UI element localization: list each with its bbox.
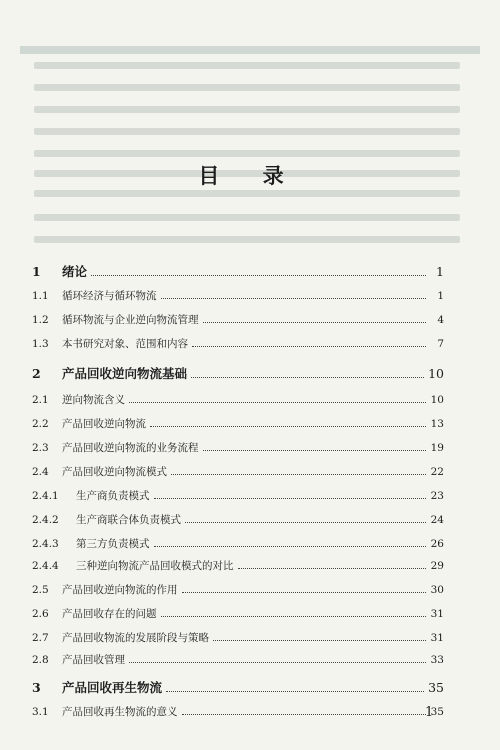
toc-entry bbox=[32, 364, 444, 382]
toc-entry-number: 3.1 bbox=[32, 706, 49, 718]
toc-entry-label: 产品回收逆向物流 bbox=[62, 418, 146, 430]
toc-entry-page: 35 bbox=[430, 706, 444, 718]
toc-entry-page: 1 bbox=[437, 290, 444, 302]
toc-entry-number: 2.4.3 bbox=[32, 538, 59, 550]
dot-leader bbox=[213, 639, 426, 641]
toc-entry-number: 1.1 bbox=[32, 290, 49, 302]
dot-leader bbox=[129, 401, 426, 403]
toc-entry-page: 7 bbox=[437, 338, 444, 350]
toc-entry-number: 1.2 bbox=[32, 314, 49, 326]
toc-entry bbox=[32, 704, 444, 719]
toc-entry-number: 1.3 bbox=[32, 338, 49, 350]
toc-entry-page: 10 bbox=[430, 394, 444, 406]
toc-entry bbox=[32, 392, 444, 407]
toc-entry bbox=[32, 536, 444, 551]
toc-entry-number: 2.4.1 bbox=[32, 490, 59, 502]
toc-entry bbox=[32, 488, 444, 503]
dot-leader bbox=[182, 591, 427, 593]
toc-entry-page: 35 bbox=[428, 680, 444, 695]
toc-entry-page: 1 bbox=[436, 264, 444, 279]
toc-entry bbox=[32, 630, 444, 645]
dot-leader bbox=[91, 274, 426, 276]
toc-entry bbox=[32, 678, 444, 696]
dot-leader bbox=[191, 376, 424, 378]
dot-leader bbox=[154, 545, 427, 547]
toc-entry-page: 22 bbox=[430, 466, 444, 478]
toc-entry-number: 2 bbox=[32, 366, 41, 381]
bleed-through-text bbox=[0, 0, 500, 245]
toc-entry bbox=[32, 512, 444, 527]
toc-entry bbox=[32, 558, 444, 573]
toc-entry-label: 生产商负责模式 bbox=[76, 490, 150, 502]
toc-entry-label: 产品回收再生物流 bbox=[62, 680, 163, 695]
toc-entry-label: 产品回收逆向物流的作用 bbox=[62, 584, 178, 596]
toc-entry-page: 10 bbox=[428, 366, 444, 381]
toc-entry-number: 2.4.4 bbox=[32, 560, 59, 572]
toc-entry-page: 29 bbox=[430, 560, 444, 572]
dot-leader bbox=[161, 297, 427, 299]
toc-entry bbox=[32, 288, 444, 303]
toc-entry-page: 33 bbox=[430, 654, 444, 666]
page-number: 1 bbox=[425, 705, 434, 720]
toc-entry bbox=[32, 606, 444, 621]
toc-entry-number: 2.8 bbox=[32, 654, 49, 666]
toc-entry-label: 产品回收管理 bbox=[62, 654, 125, 666]
toc-entry bbox=[32, 336, 444, 351]
toc-entry-number: 2.7 bbox=[32, 632, 49, 644]
toc-entry-number: 2.3 bbox=[32, 442, 49, 454]
toc-entry-label: 循环经济与循环物流 bbox=[62, 290, 157, 302]
toc-entry-page: 13 bbox=[430, 418, 444, 430]
dot-leader bbox=[203, 449, 427, 451]
toc-entry-label: 产品回收再生物流的意义 bbox=[62, 706, 178, 718]
toc-entry-number: 2.4.2 bbox=[32, 514, 59, 526]
toc-entry bbox=[32, 652, 444, 667]
toc-entry-label: 产品回收存在的问题 bbox=[62, 608, 157, 620]
toc-entry-page: 24 bbox=[430, 514, 444, 526]
toc-entry-label: 逆向物流含义 bbox=[62, 394, 125, 406]
toc-entry-label: 本书研究对象、范围和内容 bbox=[62, 338, 188, 350]
dot-leader bbox=[129, 661, 426, 663]
toc-entry bbox=[32, 582, 444, 597]
toc-entry-number: 2.4 bbox=[32, 466, 49, 478]
dot-leader bbox=[182, 713, 427, 715]
dot-leader bbox=[150, 425, 426, 427]
toc-entry-label: 三种逆向物流产品回收模式的对比 bbox=[76, 560, 234, 572]
toc-entry-label: 产品回收物流的发展阶段与策略 bbox=[62, 632, 209, 644]
toc-entry bbox=[32, 464, 444, 479]
toc-entry-label: 产品回收逆向物流的业务流程 bbox=[62, 442, 199, 454]
toc-entry-label: 生产商联合体负责模式 bbox=[76, 514, 181, 526]
toc-entry-number: 2.2 bbox=[32, 418, 49, 430]
toc-entry-page: 23 bbox=[430, 490, 444, 502]
dot-leader bbox=[161, 615, 427, 617]
toc-entry bbox=[32, 262, 444, 280]
dot-leader bbox=[154, 497, 427, 499]
toc-entry-label: 第三方负责模式 bbox=[76, 538, 150, 550]
toc-entry bbox=[32, 416, 444, 431]
toc-entry-page: 19 bbox=[430, 442, 444, 454]
toc-entry-number: 1 bbox=[32, 264, 41, 279]
toc-entry-page: 31 bbox=[430, 632, 444, 644]
toc-entry-number: 2.6 bbox=[32, 608, 49, 620]
dot-leader bbox=[166, 690, 424, 692]
dot-leader bbox=[185, 521, 426, 523]
toc-entry-page: 31 bbox=[430, 608, 444, 620]
page-title: 目 录 bbox=[198, 163, 302, 188]
dot-leader bbox=[203, 321, 427, 323]
toc-entry-label: 产品回收逆向物流模式 bbox=[62, 466, 167, 478]
toc-entry-page: 4 bbox=[437, 314, 444, 326]
toc-entry bbox=[32, 440, 444, 455]
toc-entry-label: 绪论 bbox=[62, 264, 88, 279]
toc-entry-number: 2.5 bbox=[32, 584, 49, 596]
toc-entry bbox=[32, 312, 444, 327]
dot-leader bbox=[192, 345, 426, 347]
toc-entry-page: 30 bbox=[430, 584, 444, 596]
dot-leader bbox=[171, 473, 426, 475]
toc-entry-label: 产品回收逆向物流基础 bbox=[62, 366, 188, 381]
header-bleed-strip bbox=[20, 46, 480, 54]
toc-entry-label: 循环物流与企业逆向物流管理 bbox=[62, 314, 199, 326]
dot-leader bbox=[238, 567, 427, 569]
toc-entry-number: 3 bbox=[32, 680, 41, 695]
toc-entry-page: 26 bbox=[430, 538, 444, 550]
toc-entry-number: 2.1 bbox=[32, 394, 49, 406]
